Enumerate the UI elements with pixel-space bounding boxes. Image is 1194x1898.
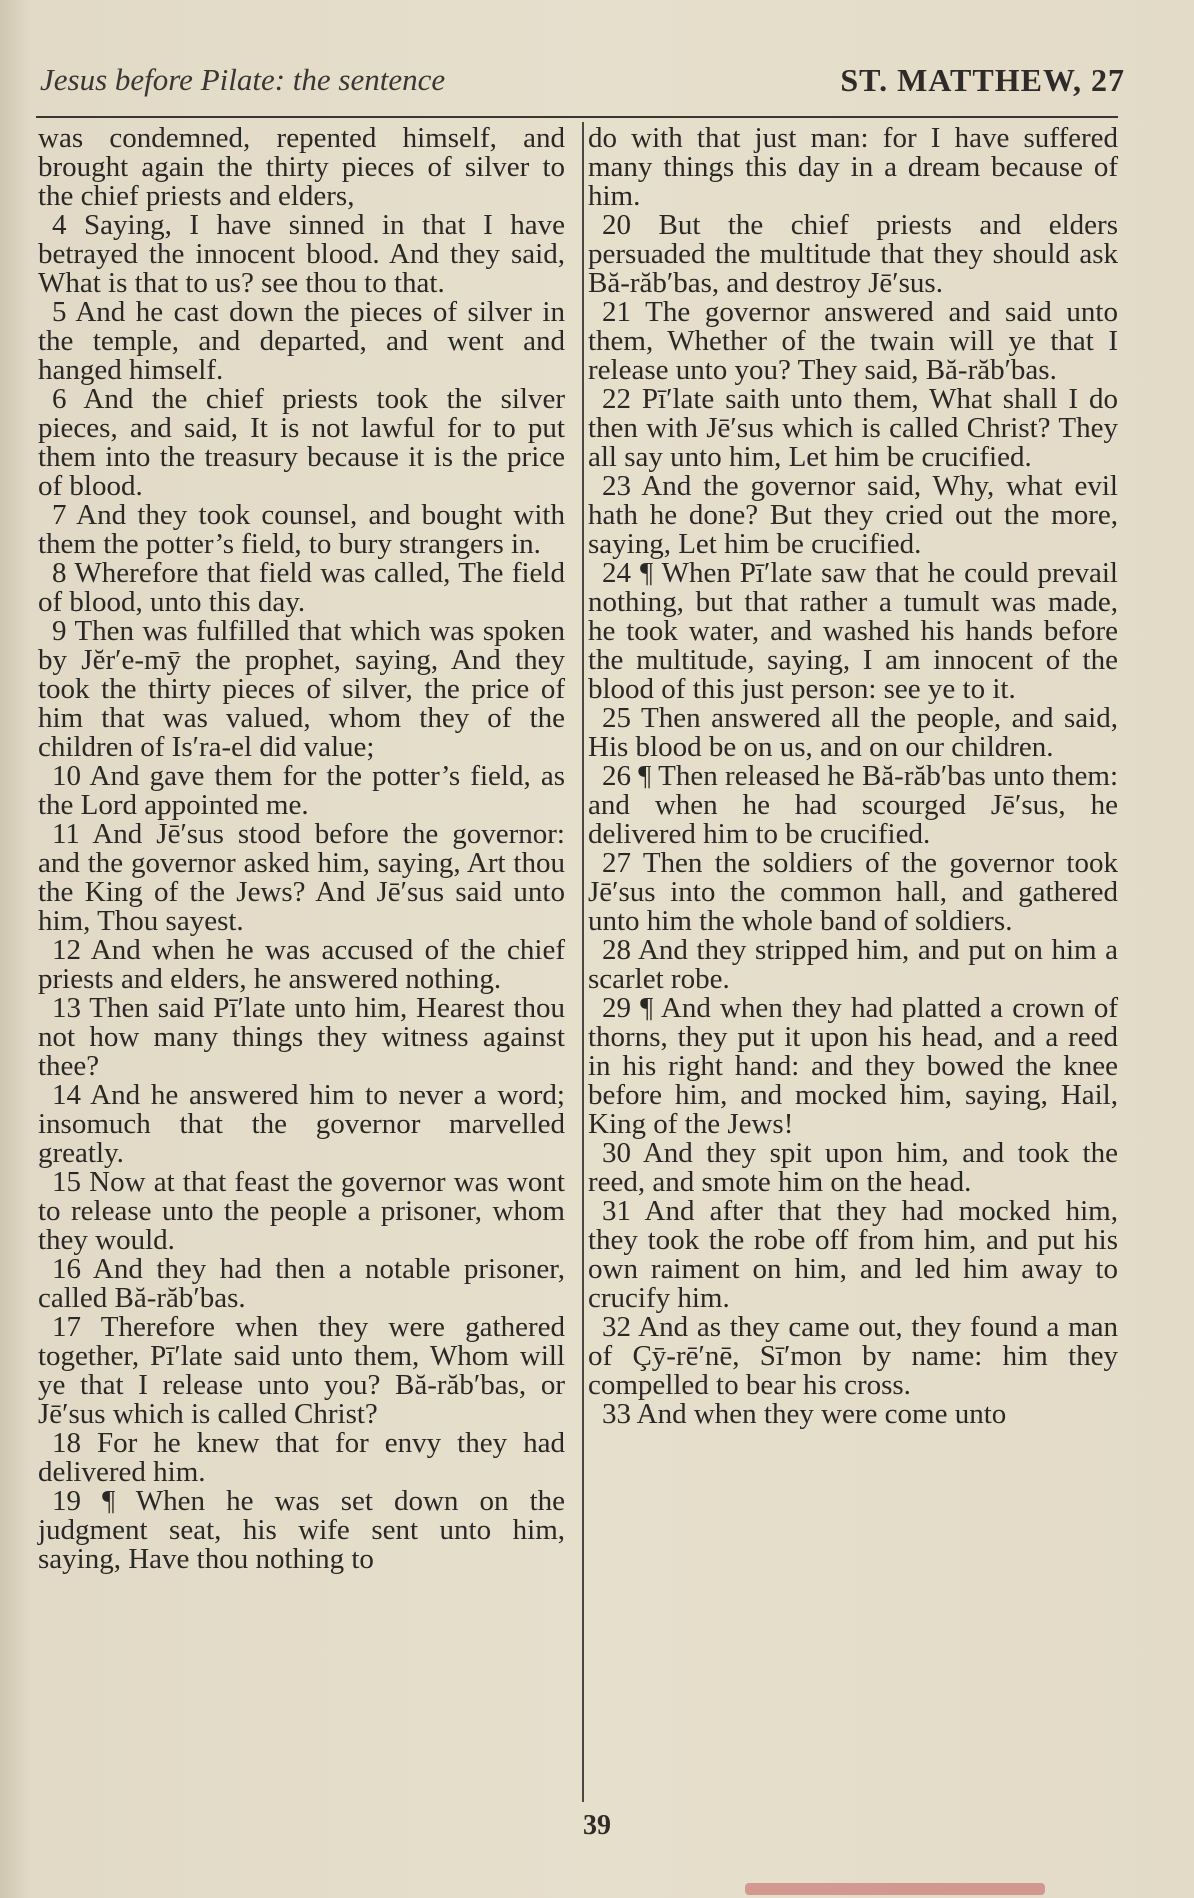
verse-22: 22 Pī′late saith unto them, What shall I do then with Jē′sus which is called Christ? They all say unto him, Let him be crucified. bbox=[588, 383, 1118, 473]
verse-25: 25 Then answered all the people, and said, His blood be on us, and on our children. bbox=[588, 702, 1118, 763]
right-column bbox=[588, 124, 1118, 1429]
verse-19: 19 ¶ When he was set down on the judgment seat, his wife sent unto him, saying, Have thou nothing to bbox=[38, 1485, 565, 1575]
verse-32: 32 And as they came out, they found a man of Çȳ-rē′nē, Sī′mon by name: him they compelled to bear his cross. bbox=[588, 1311, 1118, 1401]
verse-20: 20 But the chief priests and elders persuaded the multitude that they should ask Bă-răb′bas, and destroy Jē′sus. bbox=[588, 209, 1118, 299]
verse-9: 9 Then was fulfilled that which was spoken by Jĕr′e-mȳ the prophet, saying, And they took the thirty pieces of silver, the price of him that was valued, whom they of the children of Is′ra-el did value; bbox=[38, 615, 565, 763]
verse-26: 26 ¶ Then released he Bă-răb′bas unto them: and when he had scourged Jē′sus, he delivered him to be crucified. bbox=[588, 760, 1118, 850]
verse-4: 4 Saying, I have sinned in that I have betrayed the innocent blood. And they said, What is that to us? see thou to that. bbox=[38, 209, 565, 299]
verse-30: 30 And they spit upon him, and took the reed, and smote him on the head. bbox=[588, 1137, 1118, 1198]
verse-16: 16 And they had then a notable prisoner, called Bă-răb′bas. bbox=[38, 1253, 565, 1314]
verse-10: 10 And gave them for the potter’s field, as the Lord appointed me. bbox=[38, 760, 565, 821]
header-book-chapter: ST. MATTHEW, 27 bbox=[840, 62, 1125, 98]
verse-13: 13 Then said Pī′late unto him, Hearest thou not how many things they witness against thee? bbox=[38, 992, 565, 1082]
verse-17: 17 Therefore when they were gathered together, Pī′late said unto them, Whom will ye that I release unto you? Bă-răb′bas, or Jē′sus which is called Christ? bbox=[38, 1311, 565, 1430]
verse-14: 14 And he answered him to never a word; insomuch that the governor marvelled greatly. bbox=[38, 1079, 565, 1169]
header-rule bbox=[36, 116, 1118, 118]
verse-12: 12 And when he was accused of the chief priests and elders, he answered nothing. bbox=[38, 934, 565, 995]
verse-27: 27 Then the soldiers of the governor took Jē′sus into the common hall, and gathered unto him the whole band of soldiers. bbox=[588, 847, 1118, 937]
verse-continuation: was condemned, repented himself, and brought again the thirty pieces of silver to the chief priests and elders, bbox=[38, 122, 565, 212]
verse-31: 31 And after that they had mocked him, they took the robe off from him, and put his own raiment on him, and led him away to crucify him. bbox=[588, 1195, 1118, 1314]
verse-8: 8 Wherefore that field was called, The field of blood, unto this day. bbox=[38, 557, 565, 618]
verse-continuation: do with that just man: for I have suffered many things this day in a dream because of him. bbox=[588, 122, 1118, 212]
verse-33: 33 And when they were come unto bbox=[602, 1398, 1007, 1430]
verse-15: 15 Now at that feast the governor was wont to release unto the people a prisoner, whom they would. bbox=[38, 1166, 565, 1256]
red-stain bbox=[745, 1883, 1045, 1895]
verse-6: 6 And the chief priests took the silver pieces, and said, It is not lawful for to put them into the treasury because it is the price of blood. bbox=[38, 383, 565, 502]
verse-21: 21 The governor answered and said unto them, Whether of the twain will ye that I release unto you? They said, Bă-răb′bas. bbox=[588, 296, 1118, 386]
verse-28: 28 And they stripped him, and put on him a scarlet robe. bbox=[588, 934, 1118, 995]
verse-29: 29 ¶ And when they had platted a crown of thorns, they put it upon his head, and a reed in his right hand: and they bowed the knee before him, and mocked him, saying, Hail, King of the Jews! bbox=[588, 992, 1118, 1140]
column-divider bbox=[582, 122, 584, 1802]
header-section-title: Jesus before Pilate: the sentence bbox=[40, 62, 446, 97]
running-header bbox=[40, 62, 1125, 112]
verse-5: 5 And he cast down the pieces of silver in the temple, and departed, and went and hanged himself. bbox=[38, 296, 565, 386]
verse-18: 18 For he knew that for envy they had delivered him. bbox=[38, 1427, 565, 1488]
verse-7: 7 And they took counsel, and bought with them the potter’s field, to bury strangers in. bbox=[38, 499, 565, 560]
verse-23: 23 And the governor said, Why, what evil hath he done? But they cried out the more, saying, Let him be crucified. bbox=[588, 470, 1118, 560]
page-number: 39 bbox=[583, 1810, 611, 1841]
verse-24: 24 ¶ When Pī′late saw that he could prevail nothing, but that rather a tumult was made, he took water, and washed his hands before the multitude, saying, I am innocent of the blood of this just person: see ye to it. bbox=[588, 557, 1118, 705]
verse-11: 11 And Jē′sus stood before the governor: and the governor asked him, saying, Art thou the King of the Jews? And Jē′sus said unto him, Thou sayest. bbox=[38, 818, 565, 937]
left-column bbox=[38, 124, 565, 1574]
